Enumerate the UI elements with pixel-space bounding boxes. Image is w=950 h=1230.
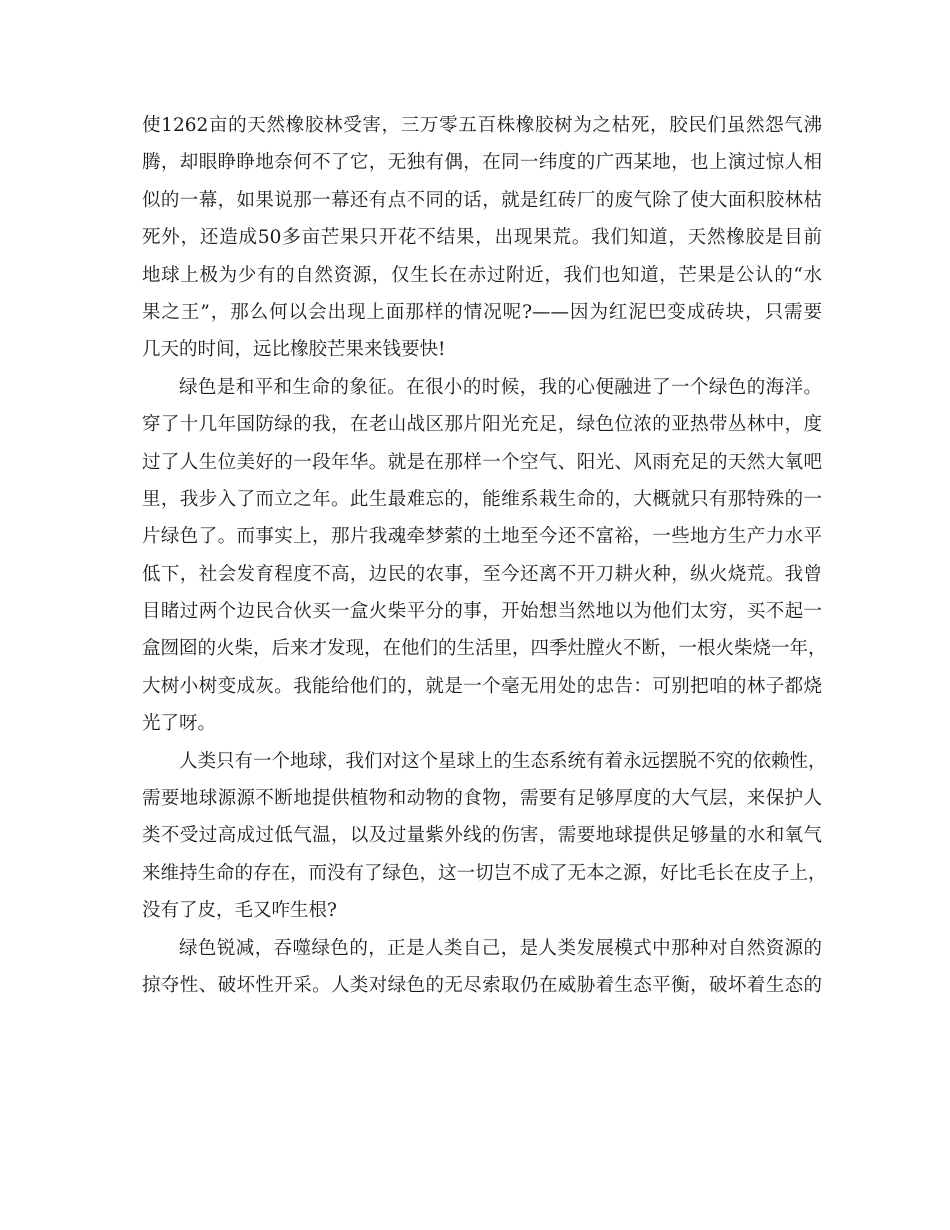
text-line: 腾，却眼睁睁地奈何不了它，无独有偶，在同一纬度的广西某地，也上演过惊人相 [142, 152, 822, 174]
text-line: 片绿色了。而事实上，那片我魂牵梦萦的土地至今还不富裕，一些地方生产力水平 [142, 526, 822, 548]
text-line: 似的一幕，如果说那一幕还有点不同的话，就是红砖厂的废气除了使大面积胶林枯 [142, 189, 822, 211]
text-line: 盒囫囵的火柴，后来才发现，在他们的生活里，四季灶膛火不断，一根火柴烧一年， [142, 638, 827, 660]
text-line: 使1262亩的天然橡胶林受害，三万零五百株橡胶树为之枯死，胶民们虽然怨气沸 [142, 115, 822, 136]
text-line: 没有了皮，毛又咋生根? [142, 900, 337, 922]
paragraph-first-line: 绿色是和平和生命的象征。在很小的时候，我的心便融进了一个绿色的海洋。 [179, 376, 822, 398]
text-line: 需要地球源源不断地提供植物和动物的食物，需要有足够厚度的大气层，来保护人 [142, 788, 822, 810]
text-line: 过了人生位美好的一段年华。就是在那样一个空气、阳光、风雨充足的天然大氧吧 [142, 451, 822, 473]
body-text [142, 107, 827, 1004]
text-line: 目睹过两个边民合伙买一盒火柴平分的事，开始想当然地以为他们太穷，买不起一 [142, 601, 822, 623]
text-line: 里，我步入了而立之年。此生最难忘的，能维系栽生命的，大概就只有那特殊的一 [142, 488, 822, 510]
text-line: 果之王”，那么何以会出现上面那样的情况呢?——因为红泥巴变成砖块，只需要 [142, 301, 822, 323]
text-line: 几天的时间，远比橡胶芒果来钱要快! [142, 339, 446, 361]
text-line: 低下，社会发育程度不高，边民的农事，至今还离不开刀耕火种，纵火烧荒。我曾 [142, 563, 822, 585]
text-line: 地球上极为少有的自然资源，仅生长在赤过附近，我们也知道，芒果是公认的“水 [142, 264, 822, 286]
text-line: 光了呀。 [142, 713, 217, 735]
paragraph-first-line: 绿色锐减，吞噬绿色的，正是人类自己，是人类发展模式中那种对自然资源的 [179, 937, 822, 959]
text-line: 类不受过高成过低气温，以及过量紫外线的伤害，需要地球提供足够量的水和氧气 [142, 825, 822, 847]
text-line: 死外，还造成50多亩芒果只开花不结果，出现果荒。我们知道，天然橡胶是目前 [142, 227, 822, 249]
text-line: 穿了十几年国防绿的我，在老山战区那片阳光充足，绿色位浓的亚热带丛林中，度 [142, 414, 822, 436]
text-line: 大树小树变成灰。我能给他们的，就是一个毫无用处的忠告：可别把咱的林子都烧 [142, 675, 822, 697]
text-line: 掠夺性、破坏性开采。人类对绿色的无尽索取仍在威胁着生态平衡，破坏着生态的 [142, 974, 822, 996]
paragraph-first-line: 人类只有一个地球，我们对这个星球上的生态系统有着永远摆脱不究的依赖性， [179, 750, 827, 772]
text-line: 来维持生命的存在，而没有了绿色，这一切岂不成了无本之源，好比毛长在皮子上， [142, 862, 827, 884]
